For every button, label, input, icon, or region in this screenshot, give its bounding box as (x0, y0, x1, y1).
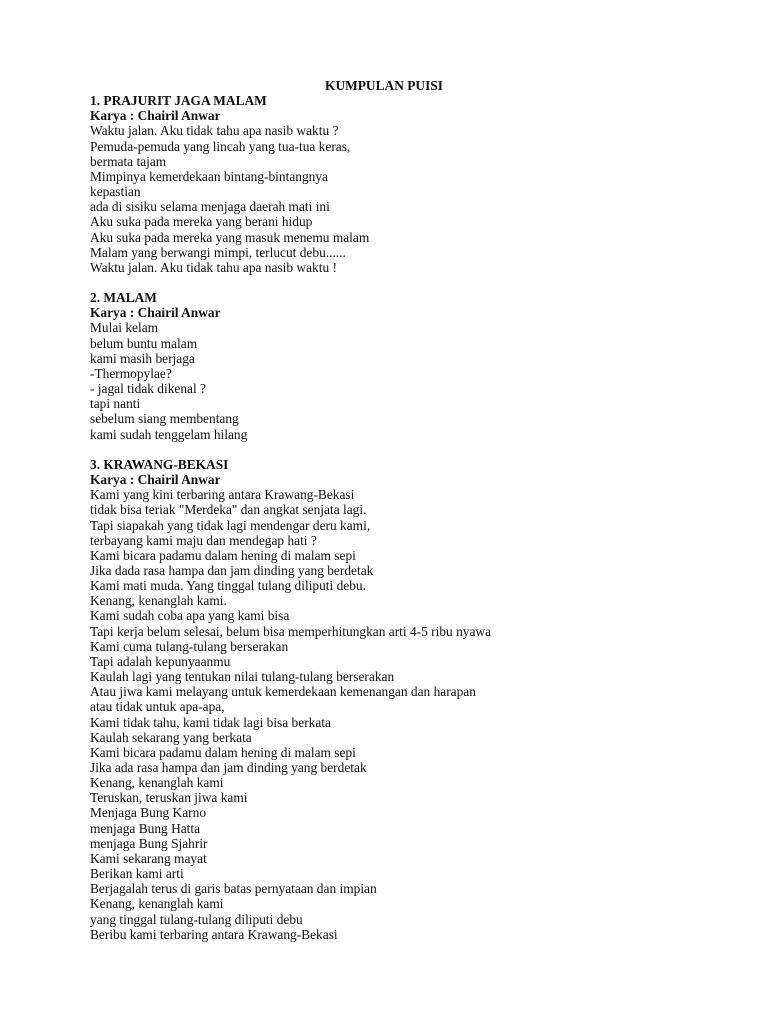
poem-line: Atau jiwa kami melayang untuk kemerdekaan kemenangan dan harapan (90, 684, 476, 700)
poem-line: Jika dada rasa hampa dan jam dinding yang berdetak (90, 562, 374, 578)
poem-lines (90, 487, 730, 942)
poem-line: Kami bicara padamu dalam hening di malam sepi (90, 744, 356, 760)
poem-line: Kaulah sekarang yang berkata (90, 729, 252, 745)
poem-line: - jagal tidak dikenal ? (90, 381, 207, 397)
poem-line: Pemuda-pemuda yang lincah yang tua-tua keras, (90, 138, 351, 154)
poem-heading: 1. PRAJURIT JAGA MALAM (90, 93, 267, 109)
poem-line: bermata tajam (90, 153, 167, 169)
poem-line: Berikan kami arti (90, 866, 184, 882)
poem-line: atau tidak untuk apa-apa, (90, 699, 225, 715)
poem-line: Mulai kelam (90, 320, 159, 336)
poem-line: Tapi kerja belum selesai, belum bisa memperhitungkan arti 4-5 ribu nyawa (90, 623, 492, 639)
poem-line: belum buntu malam (90, 335, 198, 351)
poem-collection (90, 93, 730, 942)
poem-line: Jika ada rasa hampa dan jam dinding yang berdetak (90, 760, 367, 775)
poem-line: Kami yang kini terbaring antara Krawang-Bekasi (90, 487, 355, 503)
poem-line: Menjaga Bung Karno (90, 805, 207, 821)
poem-heading: 2. MALAM (90, 290, 157, 306)
poem-line: terbayang kami maju dan mendegap hati ? (90, 532, 317, 548)
document-page (90, 78, 730, 942)
poem-line: menjaga Bung Hatta (90, 820, 201, 836)
poem-lines (90, 123, 730, 275)
poem-1 (90, 93, 730, 275)
poem-2 (90, 290, 730, 442)
poem-line: Malam yang berwangi mimpi, terlucut debu...... (90, 244, 346, 260)
poem-line: Kami sudah coba apa yang kami bisa (90, 608, 290, 624)
poem-line: Waktu jalan. Aku tidak tahu apa nasib waktu ? (90, 123, 339, 139)
poem-line: Kami mati muda. Yang tinggal tulang diliputi debu. (90, 578, 366, 594)
poem-line: ada di sisiku selama menjaga daerah mati ini (90, 199, 330, 215)
poem-line: Kami tidak tahu, kami tidak lagi bisa berkata (90, 714, 331, 730)
poem-lines (90, 320, 730, 441)
poem-line: menjaga Bung Sjahrir (90, 835, 208, 851)
poem-line: Aku suka pada mereka yang masuk menemu malam (90, 229, 370, 245)
poem-line: kepastian (90, 184, 141, 200)
poem-line: Mimpinya kemerdekaan bintang-bintangnya (90, 168, 328, 184)
poem-line: kami masih berjaga (90, 350, 195, 366)
poem-author: Karya : Chairil Anwar (90, 472, 221, 488)
poem-line: kami sudah tenggelam hilang (90, 426, 248, 442)
poem-line: Kaulah lagi yang tentukan nilai tulang-tulang berserakan (90, 669, 395, 685)
poem-line: Teruskan, teruskan jiwa kami (90, 790, 248, 806)
poem-line: sebelum siang membentang (90, 411, 239, 427)
document-title: KUMPULAN PUISI (325, 78, 443, 93)
poem-line: -Thermopylae? (90, 365, 172, 381)
poem-line: Berjagalah terus di garis batas pernyataan dan impian (90, 881, 377, 897)
poem-heading: 3. KRAWANG-BEKASI (90, 456, 229, 472)
poem-line: Waktu jalan. Aku tidak tahu apa nasib waktu ! (90, 259, 337, 275)
poem-line: Beribu kami terbaring antara Krawang-Bekasi (90, 926, 338, 942)
poem-line: Tapi adalah kepunyaanmu (90, 653, 231, 669)
poem-line: Kenang, kenanglah kami. (90, 593, 227, 609)
poem-line: Kenang, kenanglah kami (90, 775, 224, 791)
poem-line: Tapi siapakah yang tidak lagi mendengar deru kami, (90, 517, 371, 533)
poem-line: Kami bicara padamu dalam hening di malam sepi (90, 547, 356, 563)
poem-line: tidak bisa teriak "Merdeka" dan angkat senjata lagi. (90, 502, 367, 518)
poem-line: Kenang, kenanglah kami (90, 896, 224, 912)
poem-line: tapi nanti (90, 396, 141, 412)
poem-author: Karya : Chairil Anwar (90, 305, 221, 321)
poem-line: Kami cuma tulang-tulang berserakan (90, 638, 289, 654)
poem-line: Aku suka pada mereka yang berani hidup (90, 214, 313, 230)
poem-line: yang tinggal tulang-tulang diliputi debu (90, 911, 303, 927)
poem-line: Kami sekarang mayat (90, 850, 207, 866)
poem-3 (90, 457, 730, 942)
poem-author: Karya : Chairil Anwar (90, 108, 221, 124)
